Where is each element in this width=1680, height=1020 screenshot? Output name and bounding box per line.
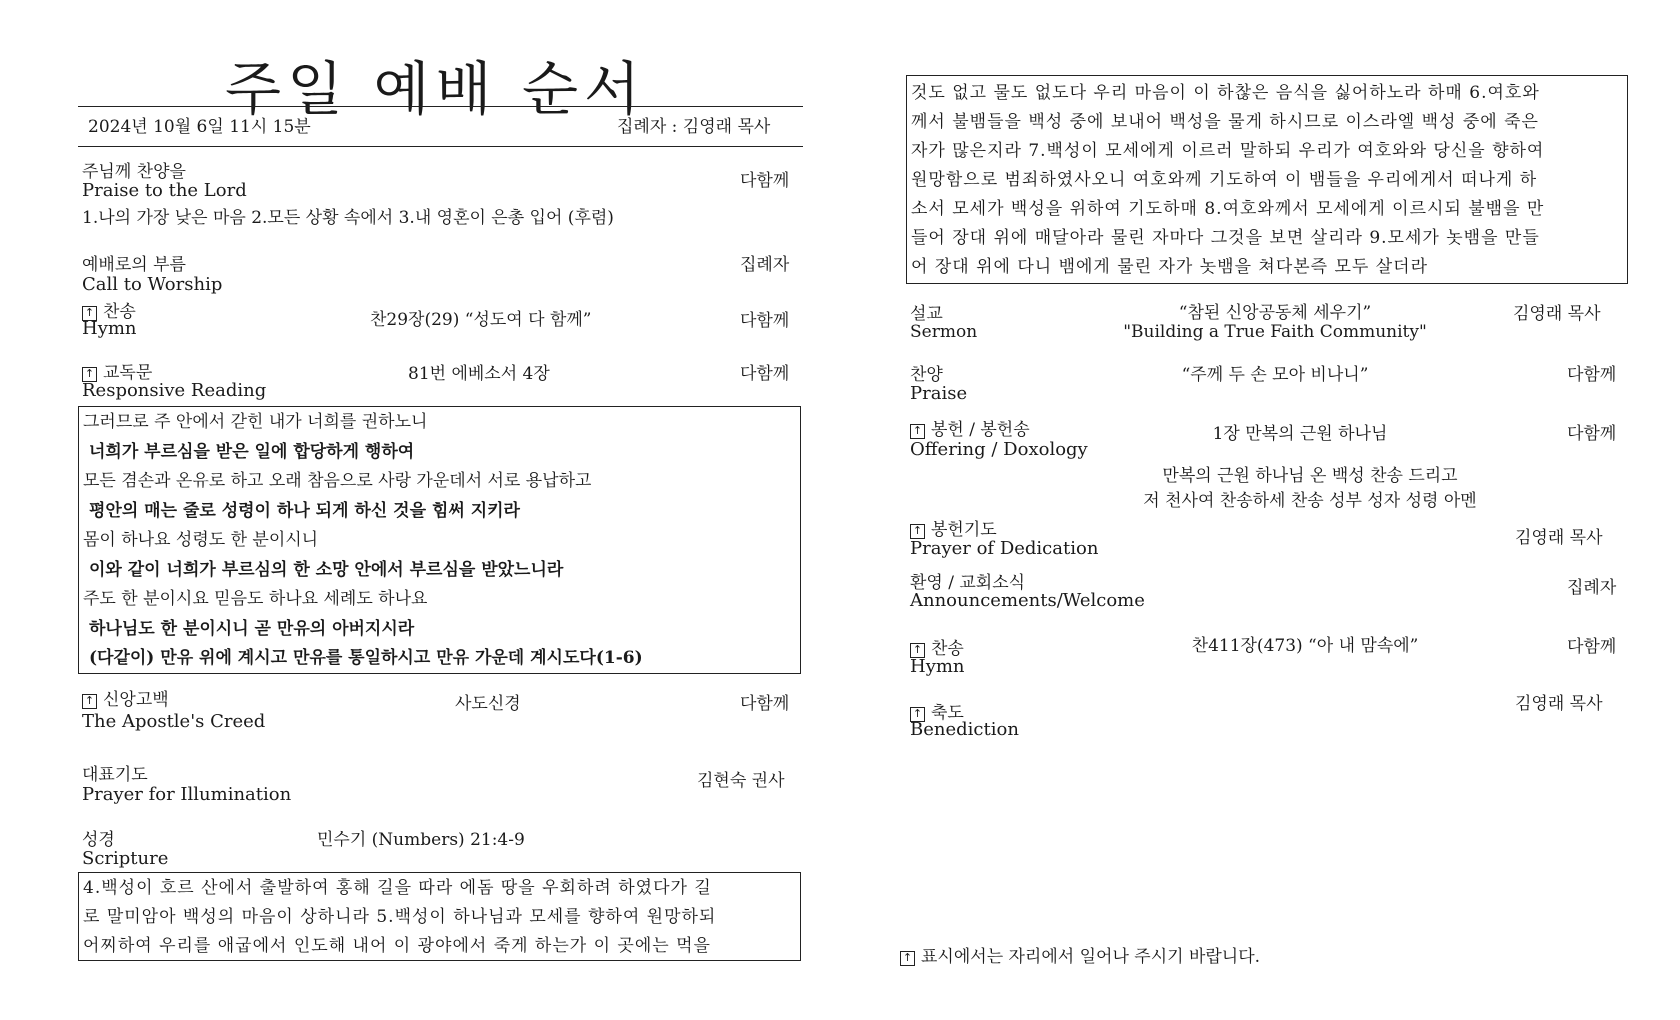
praise-en: Praise to the Lord [82,180,247,201]
creed-label [82,690,169,710]
header-bottom-rule [78,146,803,147]
creed-en: The Apostle's Creed [82,711,266,732]
sermon-ko: 설교 [910,304,943,324]
stand-up-icon: ↑ [82,694,97,709]
scripture-ref: 민수기 (Numbers) 21:4-9 [317,830,525,850]
scripture-line: 원망함으로 범죄하였사오니 여호와께 기도하여 이 뱀들을 우리에게서 떠나게 하 [911,170,1538,190]
stand-up-icon: ↑ [82,367,97,382]
creed-ko: 신앙고백 [103,690,169,710]
scripture-line: 4.백성이 호르 산에서 출발하여 홍해 길을 따라 에돔 땅을 우회하려 하였다가 길 [83,878,712,898]
responsive-reading-box [78,406,801,674]
dedication-label [910,520,997,540]
doxology-lyric-1: 만복의 근원 하나님 온 백성 찬송 드리고 [1162,466,1458,486]
prayer-who: 김현숙 권사 [697,771,785,791]
responsive-en: Responsive Reading [82,380,267,401]
call-who: 집례자 [740,255,790,275]
praise-songs: 1.나의 가장 낮은 마음 2.모든 상황 속에서 3.내 영혼이 은총 입어 (후렴) [82,208,614,228]
scripture-ko: 성경 [82,830,115,850]
responsive-ko: 교독문 [103,363,153,383]
stand-up-icon: ↑ [910,643,925,658]
reading-line: 그러므로 주 안에서 갇힌 내가 너희를 권하노니 [83,412,428,432]
praise-who: 다함께 [740,171,790,191]
offering-who: 다함께 [1567,424,1617,444]
sermon-en: Sermon [910,322,978,342]
sermon-who: 김영래 목사 [1513,304,1601,324]
reading-line: 몸이 하나요 성령도 한 분이시니 [83,530,319,550]
sermon-title-en: "Building a True Faith Community" [1123,322,1427,342]
offering-ko: 봉헌 / 봉헌송 [931,420,1030,440]
reading-line: 너희가 부르심을 받은 일에 합당하게 행하여 [89,441,415,462]
reading-line: 하나님도 한 분이시니 곧 만유의 아버지시라 [89,618,415,639]
responsive-detail: 81번 에베소서 4장 [408,364,550,384]
prayer-en: Prayer for Illumination [82,784,292,805]
doxology-lyric-2: 저 천사여 찬송하세 찬송 성부 성자 성령 아멘 [1143,491,1477,511]
reading-line: 이와 같이 너희가 부르심의 한 소망 안에서 부르심을 받았느니라 [89,559,564,580]
praise2-who: 다함께 [1567,365,1617,385]
scripture-line: 소서 모세가 백성을 위하여 기도하매 8.여호와께서 모세에게 이르시되 불뱀을 만 [911,199,1545,219]
announce-who: 집례자 [1567,578,1617,598]
standing-note [900,947,1260,967]
hymn1-ko: 찬송 [103,302,136,322]
stand-up-icon: ↑ [910,424,925,439]
creed-who: 다함께 [740,694,790,714]
scripture-en: Scripture [82,848,169,869]
scripture-line: 어찌하여 우리를 애굽에서 인도해 내어 이 광야에서 죽게 하는가 이 곳에는 먹을 [83,936,711,956]
praise2-en: Praise [910,383,968,404]
benediction-ko: 축도 [931,703,964,723]
offering-label [910,420,1030,440]
stand-up-icon: ↑ [910,707,925,722]
officiant: 집례자 : 김영래 목사 [617,117,771,137]
announce-ko: 환영 / 교회소식 [910,573,1026,593]
scripture-line: 께서 불뱀들을 백성 중에 보내어 백성을 물게 하시므로 이스라엘 백성 중에 죽은 [911,112,1539,132]
sermon-title-ko: “참된 신앙공동체 세우기” [1178,303,1372,323]
responsive-who: 다함께 [740,364,790,384]
hymn1-en: Hymn [82,318,137,339]
call-ko: 예배로의 부름 [82,255,186,275]
benediction-en: Benediction [910,719,1019,740]
reading-line: 주도 한 분이시요 믿음도 하나요 세례도 하나요 [83,589,428,609]
hymn2-detail: 찬411장(473) “아 내 맘속에” [1191,636,1419,656]
benediction-who: 김영래 목사 [1515,694,1603,714]
scripture-box-left [78,872,801,961]
hymn1-detail: 찬29장(29) “성도여 다 함께” [370,310,592,330]
hymn1-who: 다함께 [740,311,790,331]
page-title: 주일 예배 순서 [225,55,647,123]
scripture-line: 들어 장대 위에 매달아라 물린 자마다 그것을 보면 살리라 9.모세가 놋뱀을 만들 [911,228,1540,248]
scripture-line: 자가 많은지라 7.백성이 모세에게 이르러 말하되 우리가 여호와와 당신을 향하여 [911,141,1545,161]
stand-up-icon: ↑ [910,524,925,539]
standing-note-text: 표시에서는 자리에서 일어나 주시기 바랍니다. [921,947,1261,967]
creed-detail: 사도신경 [455,694,521,714]
praise2-detail: “주께 두 손 모아 비나니” [1181,365,1369,385]
header-top-rule [78,106,803,107]
announce-en: Announcements/Welcome [910,590,1145,611]
stand-up-icon: ↑ [900,951,915,966]
service-date: 2024년 10월 6일 11시 15분 [88,117,311,137]
offering-en: Offering / Doxology [910,439,1088,460]
dedication-en: Prayer of Dedication [910,538,1099,559]
reading-line: 모든 겸손과 온유로 하고 오래 참음으로 사랑 가운데서 서로 용납하고 [83,471,592,491]
reading-line: 평안의 매는 줄로 성령이 하나 되게 하신 것을 힘써 지키라 [89,500,520,521]
dedication-ko: 봉헌기도 [931,520,997,540]
scripture-line: 것도 없고 물도 없도다 우리 마음이 이 하찮은 음식을 싫어하노라 하매 6.여호와 [911,83,1540,103]
scripture-line: 어 장대 위에 다니 뱀에게 물린 자가 놋뱀을 쳐다본즉 모두 살더라 [911,257,1429,277]
scripture-line: 로 말미암아 백성의 마음이 상하니라 5.백성이 하나님과 모세를 향하여 원망하되 [83,907,717,927]
offering-detail: 1장 만복의 근원 하나님 [1212,424,1388,444]
reading-line: (다같이) 만유 위에 계시고 만유를 통일하시고 만유 가운데 계시도다(1-6) [89,648,643,668]
stand-up-icon: ↑ [82,306,97,321]
dedication-who: 김영래 목사 [1515,528,1603,548]
scripture-box-right [906,75,1628,284]
hymn2-who: 다함께 [1567,637,1617,657]
call-en: Call to Worship [82,274,223,295]
hymn2-ko: 찬송 [931,639,964,659]
praise2-ko: 찬양 [910,365,943,385]
praise-ko: 주님께 찬양을 [82,162,186,182]
hymn2-en: Hymn [910,656,965,677]
prayer-ko: 대표기도 [82,765,148,785]
